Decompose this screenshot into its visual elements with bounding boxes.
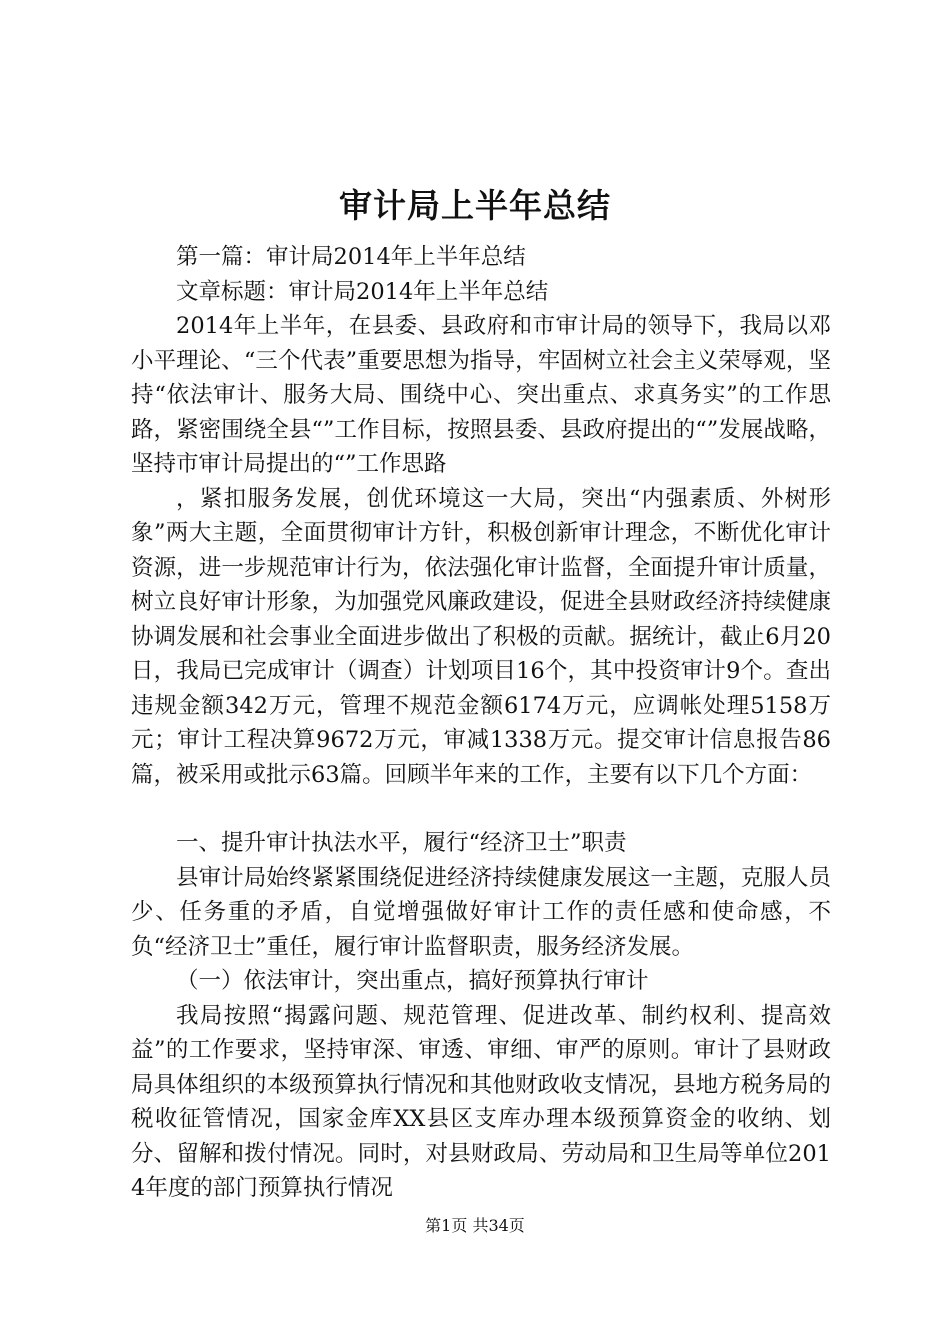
section-heading: 一、提升审计执法水平，履行“经济卫士”职责 (176, 830, 627, 856)
article-title-line: 文章标题：审计局2014年上半年总结 (176, 278, 549, 305)
document-title: 审计局上半年总结 (339, 186, 611, 225)
body-paragraph: ，紧扣服务发展，创优环境这一大局，突出“内强素质、外树形象”两大主题，全面贯彻审计方针，积极创新审计理念，不断优化审计资源，进一步规范审计行为，依法强化审计监督，全面提升审计质量，树立良好审计形象，为加强党风廉政建设，促进全县财政经济持续健康协调发展和社会事业全面进步做出了积极的贡献。据统计，截止6月20日，我局已完成审计（调查）计划项目16个，其中投资审计9个。查出违规金额342万元，管理不规范金额6174万元，应调帐处理5158万元；审计工程决算9672万元，审减1338万元。提交审计信息报告86篇，被采用或批示63篇。回顾半年来的工作，主要有以下几个方面： (131, 485, 831, 788)
document-body (131, 240, 831, 1206)
body-paragraph: 2014年上半年，在县委、县政府和市审计局的领导下，我局以邓小平理论、“三个代表”重要思想为指导，牢固树立社会主义荣辱观，坚持“依法审计、服务大局、围绕中心、突出重点、求真务实”的工作思路，紧密围绕全县“”工作目标，按照县委、县政府提出的“”发展战略，坚持市审计局提出的“”工作思路 (131, 313, 831, 477)
subsection-heading: （一）依法审计，突出重点，搞好预算执行审计 (176, 968, 649, 994)
chapter-heading: 第一篇：审计局2014年上半年总结 (176, 244, 526, 270)
body-paragraph: 我局按照“揭露问题、规范管理、促进改革、制约权利、提高效益”的工作要求，坚持审深、审透、审细、审严的原则。审计了县财政局具体组织的本级预算执行情况和其他财政收支情况，县地方税务局的税收征管情况，国家金库XX县区支库办理本级预算资金的收纳、划分、留解和拨付情况。同时，对县财政局、劳动局和卫生局等单位2014年度的部门预算执行情况 (131, 1002, 831, 1201)
page-indicator: 第1页 共34页 (425, 1216, 525, 1235)
body-paragraph: 县审计局始终紧紧围绕促进经济持续健康发展这一主题，克服人员少、任务重的矛盾，自觉增强做好审计工作的责任感和使命感，不负“经济卫士”重任，履行审计监督职责，服务经济发展。 (131, 864, 831, 960)
paragraph-spacer (131, 792, 831, 826)
